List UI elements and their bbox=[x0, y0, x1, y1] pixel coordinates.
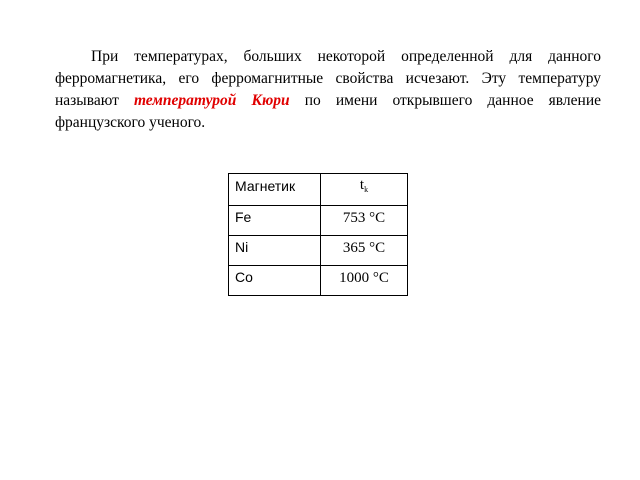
paragraph-text-after: по имени открывшего данное явление французского ученого. bbox=[55, 92, 601, 131]
temperature-cell: 753 °C bbox=[321, 206, 408, 236]
table-row bbox=[229, 236, 408, 266]
curie-paragraph bbox=[55, 46, 601, 134]
temperature-symbol: t bbox=[359, 177, 365, 193]
temperature-subscript: k bbox=[364, 185, 369, 194]
paragraph-text-before: При температурах, больших некоторой определенной для данного ферромагнетика, его ферромагнитные свойства исчезают. Эту температуру называют bbox=[55, 48, 601, 109]
header-material: Магнетик bbox=[229, 174, 321, 206]
temperature-cell: 1000 °C bbox=[321, 266, 408, 296]
material-cell: Co bbox=[229, 266, 321, 296]
curie-temperature-term: температурой Кюри bbox=[133, 92, 290, 109]
table-row bbox=[229, 266, 408, 296]
header-temperature bbox=[321, 174, 408, 206]
table-row bbox=[229, 206, 408, 236]
material-cell: Fe bbox=[229, 206, 321, 236]
table-header-row bbox=[229, 174, 408, 206]
material-cell: Ni bbox=[229, 236, 321, 266]
curie-temperature-table bbox=[228, 173, 408, 296]
temperature-cell: 365 °C bbox=[321, 236, 408, 266]
